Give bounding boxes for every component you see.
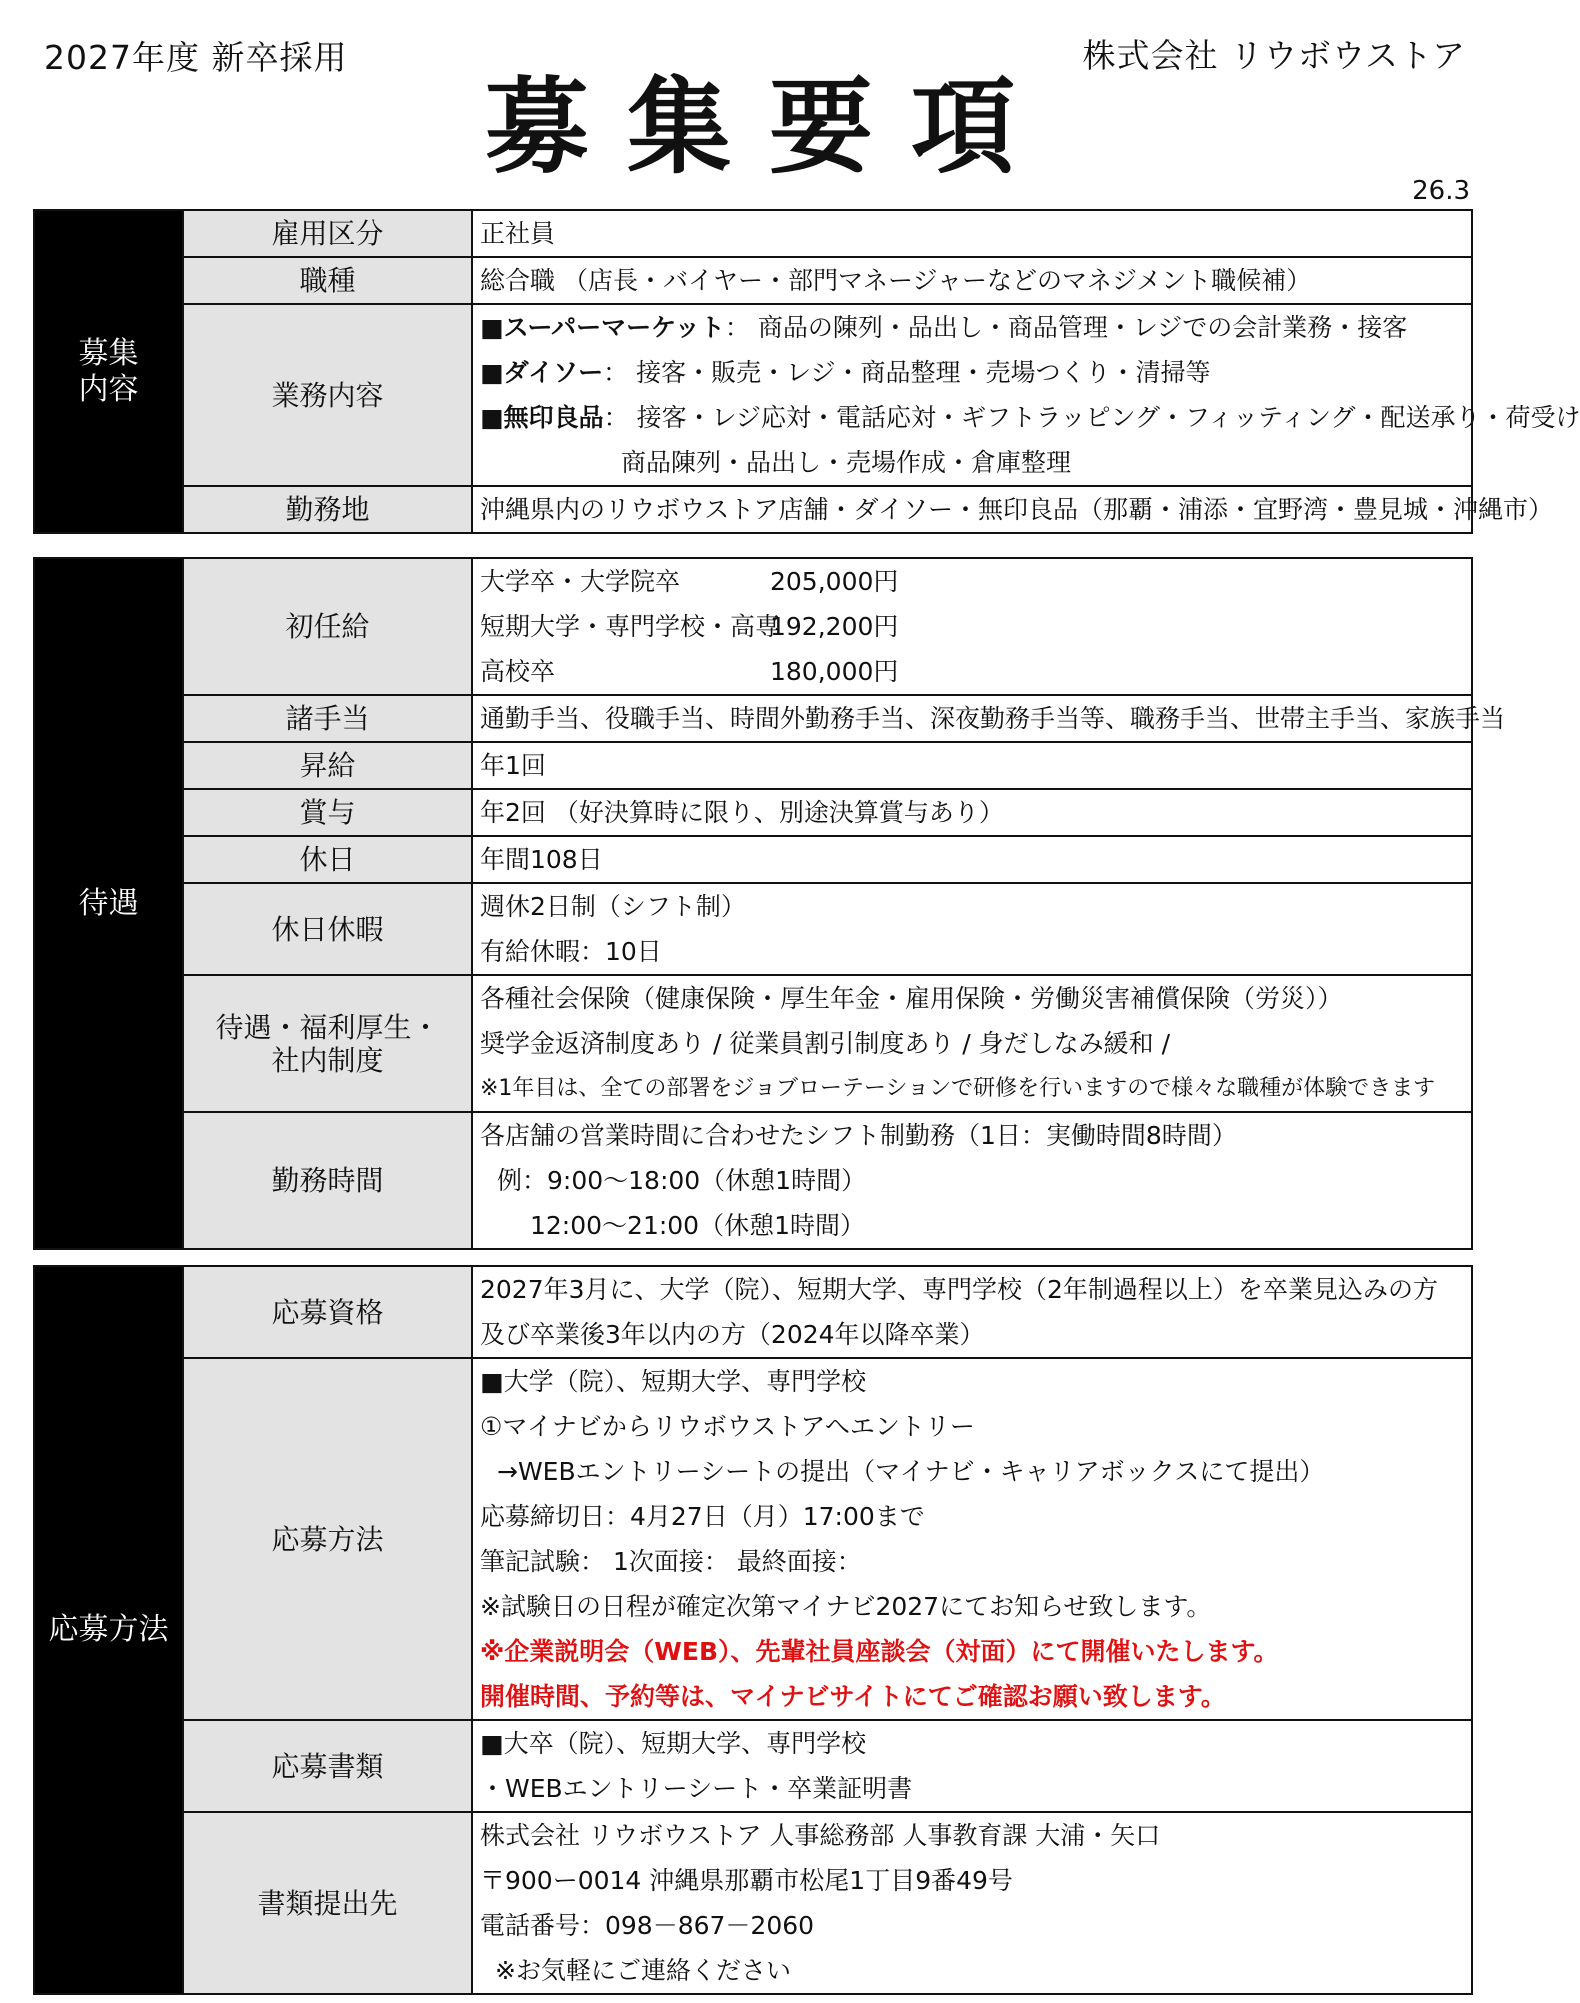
label-employment: 雇用区分 (183, 210, 472, 257)
value-method-line: ①マイナビからリウボウストアへエントリー (480, 1412, 975, 1441)
value-allowance: 通勤手当、役職手当、時間外勤務手当、深夜勤務手当等、職務手当、世帯主手当、家族手当 (480, 704, 1506, 733)
value-documents-line: ■大卒（院）、短期大学、専門学校 (480, 1729, 867, 1758)
duty-muji-cont: 商品陳列・品出し・売場作成・倉庫整理 (621, 448, 1072, 477)
value-qualification-line: 及び卒業後3年以内の方（2024年以降卒業） (480, 1320, 985, 1349)
value-bonus: 年2回 （好決算時に限り、別途決算賞与あり） (480, 798, 1004, 827)
value-raise: 年1回 (480, 751, 546, 780)
label-allowance: 諸手当 (183, 695, 472, 742)
value-employment: 正社員 (480, 219, 556, 248)
value-method-line: ■大学（院）、短期大学、専門学校 (480, 1367, 867, 1396)
duty-muji: ■無印良品： 接客・レジ応対・電話応対・ギフトラッピング・フィッティング・配送承り・荷受け (480, 403, 1580, 432)
label-duties: 業務内容 (183, 304, 472, 486)
duty-daiso: ■ダイソー： 接客・販売・レジ・商品整理・売場つくり・清掃等 (480, 358, 1211, 387)
label-documents: 応募書類 (183, 1720, 472, 1812)
value-welfare-line: 各種社会保険（健康保険・厚生年金・雇用保険・労働災害補償保険（労災）） (480, 984, 1343, 1013)
label-method: 応募方法 (183, 1358, 472, 1720)
label-holiday: 休日 (183, 836, 472, 883)
salary-row: 高校卒 180,000円 (480, 657, 899, 686)
label-submit: 書類提出先 (183, 1812, 472, 1994)
treatment-table (33, 557, 1506, 1250)
label-vacation: 休日休暇 (183, 883, 472, 975)
value-method-deadline: 応募締切日：4月27日（月）17:00まで (480, 1502, 925, 1531)
recruitment-table (33, 209, 1580, 534)
category-treatment: 待遇 (34, 558, 183, 1249)
value-method-notice: 開催時間、予約等は、マイナビサイトにてご確認お願い致します。 (480, 1682, 1226, 1711)
value-vacation-line: 週休2日制（シフト制） (480, 892, 746, 921)
value-submit-address: 〒900ー0014 沖縄県那覇市松尾1丁目9番49号 (480, 1866, 1013, 1895)
label-welfare: 待遇・福利厚生・ 社内制度 (183, 975, 472, 1112)
value-hours-line: 各店舗の営業時間に合わせたシフト制勤務（1日：実働時間8時間） (480, 1121, 1237, 1150)
value-hours-example: 12:00～21:00（休憩1時間） (530, 1211, 865, 1240)
value-method-line: 筆記試験： 1次面接： 最終面接： (480, 1547, 862, 1576)
value-submit-line: 株式会社 リウボウストア 人事総務部 人事教育課 大浦・矢口 (480, 1821, 1161, 1850)
label-location: 勤務地 (183, 486, 472, 533)
category-recruitment: 募集 内容 (34, 210, 183, 533)
value-submit-phone: 電話番号：098－867－2060 (480, 1911, 815, 1940)
application-table (33, 1265, 1473, 1995)
value-method-line: →WEBエントリーシートの提出（マイナビ・キャリアボックスにて提出） (497, 1457, 1325, 1486)
value-welfare-line: 奨学金返済制度あり / 従業員割引制度あり / 身だしなみ緩和 / (480, 1029, 1171, 1058)
value-method-line: ※試験日の日程が確定次第マイナビ2027にてお知らせ致します。 (480, 1592, 1212, 1621)
revision-date: 26.3 (1412, 176, 1470, 206)
value-holiday: 年間108日 (480, 845, 603, 874)
value-submit-note: ※お気軽にご連絡ください (495, 1956, 791, 1985)
page-title: 募集要項 (484, 66, 1053, 188)
label-salary: 初任給 (183, 558, 472, 695)
label-qualification: 応募資格 (183, 1266, 472, 1358)
value-qualification-line: 2027年3月に、大学（院）、短期大学、専門学校（2年制過程以上）を卒業見込みの方 (480, 1275, 1438, 1304)
recruit-year-title: 2027年度 新卒採用 (44, 38, 348, 77)
label-hours: 勤務時間 (183, 1112, 472, 1249)
value-hours-example: 例：9:00～18:00（休憩1時間） (497, 1166, 867, 1195)
category-application: 応募方法 (34, 1266, 183, 1994)
value-welfare-note: ※1年目は、全ての部署をジョブローテーションで研修を行いますので様々な職種が体験できます (480, 1076, 1436, 1101)
label-bonus: 賞与 (183, 789, 472, 836)
company-name: 株式会社 リウボウストア (1082, 36, 1466, 75)
label-job: 職種 (183, 257, 472, 304)
label-raise: 昇給 (183, 742, 472, 789)
salary-row: 短期大学・専門学校・高専192,200円 (480, 612, 899, 641)
value-job: 総合職 （店長・バイヤー・部門マネージャーなどのマネジメント職候補） (480, 266, 1312, 295)
value-method-notice: ※企業説明会（WEB）、先輩社員座談会（対面）にて開催いたします。 (480, 1637, 1279, 1666)
value-location: 沖縄県内のリウボウストア店舗・ダイソー・無印良品（那覇・浦添・宜野湾・豊見城・沖縄市） (480, 495, 1554, 524)
duty-supermarket: ■スーパーマーケット： 商品の陳列・品出し・商品管理・レジでの会計業務・接客 (480, 313, 1408, 342)
value-vacation-line: 有給休暇：10日 (480, 937, 662, 966)
value-documents-line: ・WEBエントリーシート・卒業証明書 (480, 1774, 913, 1803)
salary-row: 大学卒・大学院卒 205,000円 (480, 567, 899, 596)
